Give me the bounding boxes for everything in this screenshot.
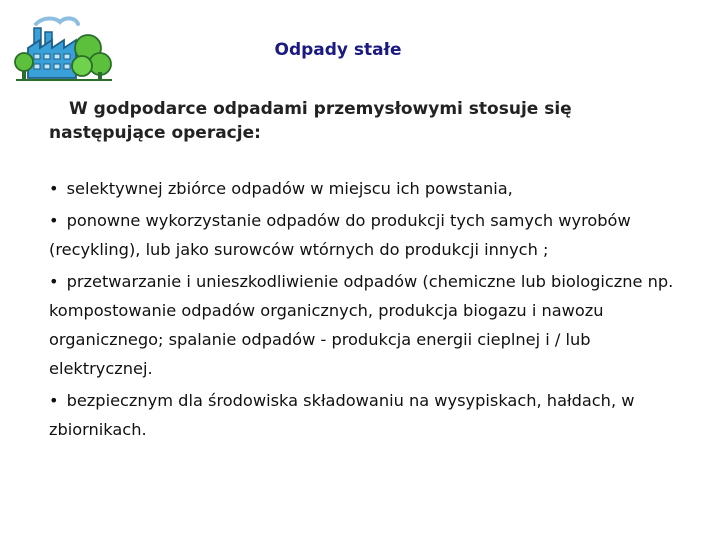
list-item <box>49 386 689 444</box>
list-item-text: ponowne wykorzystanie odpadów do produkcji tych samych wyrobów (recykling), lub jako surowców wtórnych do produkcji innych ; <box>49 211 631 259</box>
list-item-text: przetwarzanie i unieszkodliwienie odpadów (chemiczne lub biologiczne np. kompostowanie odpadów organicznych, produkcja biogazu i nawozu organicznego; spalanie odpadów - produkcja energii cieplnej i / lub elektrycznej. <box>49 272 674 378</box>
list-item <box>49 267 689 383</box>
list-item <box>49 174 689 203</box>
page-title: Odpady stałe <box>274 40 402 60</box>
bullet-list <box>49 174 689 447</box>
list-item <box>49 206 689 264</box>
list-item-text: selektywnej zbiórce odpadów w miejscu ich powstania, <box>66 179 513 198</box>
bullet-icon: • <box>49 211 59 230</box>
bullet-icon: • <box>49 179 59 198</box>
bullet-icon: • <box>49 272 59 291</box>
intro-text: W godpodarce odpadami przemysłowymi stosuje się następujące operacje: <box>49 99 572 143</box>
list-item-text: bezpiecznym dla środowiska składowaniu na wysypiskach, hałdach, w zbiornikach. <box>49 391 635 439</box>
bullet-icon: • <box>49 391 59 410</box>
